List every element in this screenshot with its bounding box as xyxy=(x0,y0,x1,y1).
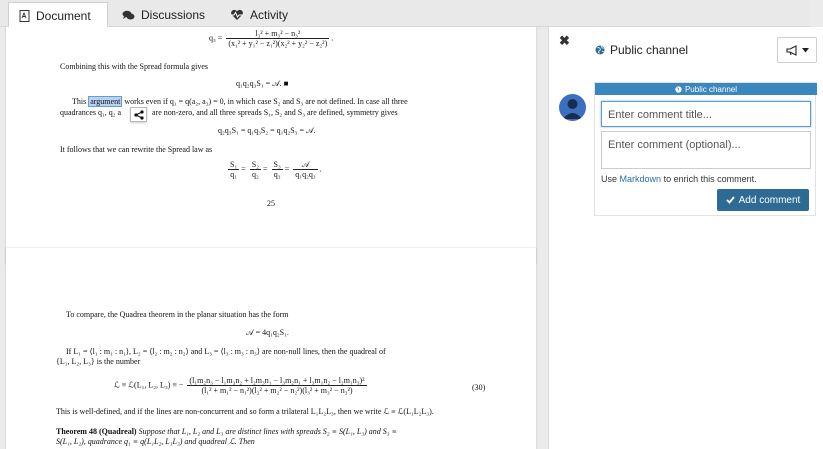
equation-number: (30) xyxy=(472,383,486,392)
document-page xyxy=(6,27,536,264)
equation-30: ℒ ≡ ℒ(L₁, L₂, L₃) ≡ − $\frac{\text{(l₁m₂n₃ − l₁m₃n₂ + l₂m₃n₁ − l₃m₂n₁ + l₃m₁n₂ − l₂m₁n₃)²}}{\text{(l₁² + m₁² − n₁²)(l₂² + m₂² − n₂²)(l₃² + m₃² − n₃²)}}$ xyxy=(114,376,365,395)
bullhorn-icon xyxy=(786,45,800,56)
new-comment-panel xyxy=(594,82,816,216)
paragraph-text: are non-zero, and all three spreads S₁, S₂ and S₃ are defined, symmetry gives xyxy=(152,108,398,117)
equation-q3: q₃ = $\frac{\text{l₃² + m₃² − n₃²}}{\text{(x₁² + y₁² − z₁²)(x₂² + y₂² − z₂²)}}$ . xyxy=(209,29,334,48)
share-button[interactable] xyxy=(130,107,147,122)
tab-document-label: Document xyxy=(36,8,91,23)
channel-label: Public channel xyxy=(610,43,689,57)
document-page xyxy=(6,248,536,449)
comments-sidebar xyxy=(548,27,823,449)
panel-header-label: Public channel xyxy=(684,84,738,94)
paragraph-text: This is well-defined, and if the lines are non-concurrent and so form a trilateral L₁L₂L₃, then we write ℒ ≡ ℒ(L₁L₂L₃). xyxy=(56,407,434,416)
close-icon[interactable]: ✖ xyxy=(559,33,570,48)
equation: q₁q₂q₃S₁ = 𝒜. ■ xyxy=(236,79,289,88)
equation: 𝒜 = 4q₁q₂S₁. xyxy=(246,328,289,337)
markdown-hint: Use Markdown to enrich this comment. xyxy=(601,174,757,184)
document-viewer[interactable] xyxy=(0,27,548,449)
comment-body-input[interactable]: Enter comment (optional)... xyxy=(601,131,811,169)
globe-icon xyxy=(595,45,605,55)
comment-title-input[interactable]: Enter comment title... xyxy=(601,101,811,127)
tab-activity[interactable] xyxy=(220,2,298,28)
globe-icon xyxy=(675,86,682,93)
paragraph-text: To compare, the Quadrea theorem in the planar situation has the form xyxy=(66,310,289,319)
add-comment-label: Add comment xyxy=(738,194,801,206)
tab-discussions-label: Discussions xyxy=(141,8,206,22)
tab-document[interactable] xyxy=(8,2,108,28)
avatar xyxy=(559,94,586,121)
tab-discussions[interactable] xyxy=(112,2,215,28)
highlighted-text[interactable]: argument xyxy=(90,97,121,106)
paragraph-text: quadrances q₁, q₂ a xyxy=(60,108,122,117)
paragraph-text: It follows that we can rewrite the Spread law as xyxy=(60,145,213,154)
paragraph-text: Combining this with the Spread formula gives xyxy=(60,62,208,71)
caret-down-icon xyxy=(802,48,809,53)
theorem-text: Theorem 48 (Quadreal) Suppose that L₁, L₂ and L₃ are distinct lines with spreads S₂ ≡ S(L₁, L₃) and S₃ ≡ xyxy=(56,427,397,436)
page-number: 25 xyxy=(267,199,275,208)
paragraph-text: This argument works even if q₁ = q(a₂, a₃) = 0, in which case S₂ and S₃ are not defined. In case all three xyxy=(72,97,408,106)
panel-header xyxy=(595,83,817,95)
add-comment-button[interactable] xyxy=(717,189,809,211)
check-icon xyxy=(726,196,735,204)
tab-bar xyxy=(0,0,810,27)
tab-activity-label: Activity xyxy=(250,8,289,22)
channel-dropdown-button[interactable] xyxy=(777,37,817,63)
heartbeat-icon xyxy=(230,9,244,21)
markdown-link[interactable]: Markdown xyxy=(619,174,662,184)
channel-title xyxy=(595,43,688,57)
share-icon xyxy=(134,110,144,120)
comments-icon xyxy=(122,10,135,21)
equation: q₂q₃S₁ = q₁q₃S₂ = q₁q₂S₃ = 𝒜. xyxy=(218,126,316,135)
equation-spread-law: $\frac{\text{S₁}}{\text{q₁}}$ = $\frac{\text{S₂}}{\text{q₂}}$ = $\frac{\text{S₃}}{\text{q₃}}$ = $\frac{\text{𝒜}}{\text{q₁q₂q₃}}$ . xyxy=(230,160,322,179)
paragraph-text: {L₁, L₂, L₃} is the number xyxy=(56,357,141,366)
theorem-text: S(L₁, L₂), quadrance q₁ ≡ q(L₁L₂, L₁L₃) and quadreal ℒ. Then xyxy=(56,437,255,446)
paragraph-text: If L₁ = ⟨l₁ : m₁ : n₁⟩, L₂ = ⟨l₂ : m₂ : n₂⟩ and L₃ = ⟨l₃ : m₃ : n₃⟩ are non-null lines, then the quadreal of xyxy=(66,347,386,356)
pdf-icon xyxy=(19,10,30,22)
